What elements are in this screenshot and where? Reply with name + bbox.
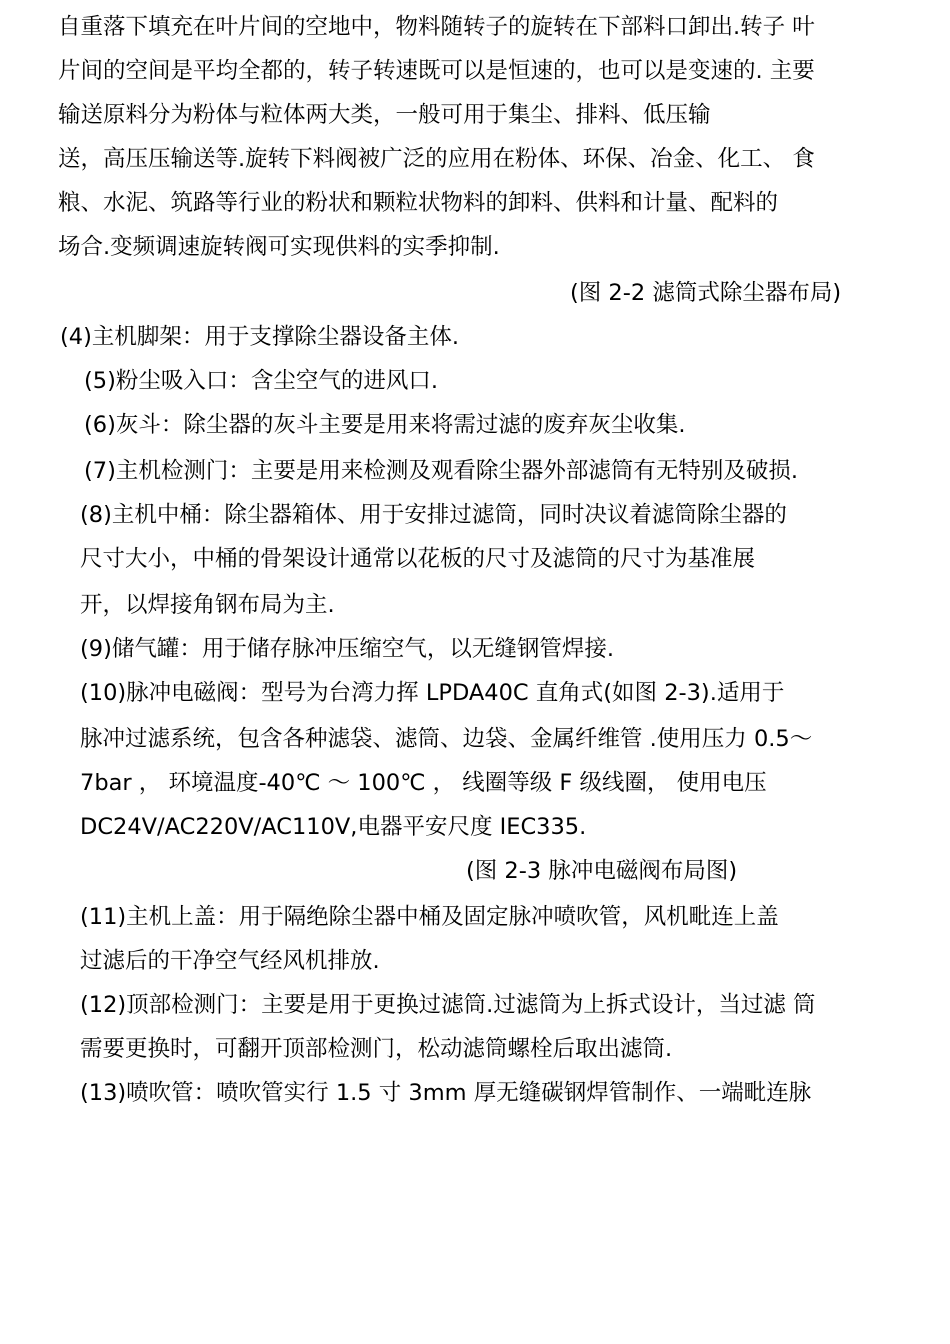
- list-item-continuation: 尺寸大小，中桶的骨架设计通常以花板的尺寸及滤筒的尺寸为基准展: [80, 546, 756, 572]
- list-item: (9)储气罐：用于储存脉冲压缩空气，以无缝钢管焊接.: [80, 636, 615, 662]
- body-text-line: 粮、水泥、筑路等行业的粉状和颗粒状物料的卸料、供料和计量、配料的: [58, 190, 779, 216]
- body-text-line: 自重落下填充在叶片间的空地中，物料随转子的旋转在下部料口卸出.转子 叶: [58, 14, 815, 40]
- body-text-line: 片间的空间是平均全都的，转子转速既可以是恒速的，也可以是变速的. 主要: [58, 58, 815, 84]
- list-item-continuation: 脉冲过滤系统，包含各种滤袋、滤筒、边袋、金属纤维管 .使用压力 0.5～: [80, 726, 813, 752]
- figure-caption: (图 2-2 滤筒式除尘器布局): [570, 280, 842, 306]
- list-item: (13)喷吹管：喷吹管实行 1.5 寸 3mm 厚无缝碳钢焊管制作、一端毗连脉: [80, 1080, 812, 1106]
- list-item: (6)灰斗：除尘器的灰斗主要是用来将需过滤的废弃灰尘收集.: [84, 412, 686, 438]
- body-text-line: 输送原料分为粉体与粒体两大类，一般可用于集尘、排料、低压输: [58, 102, 711, 128]
- list-item: (4)主机脚架：用于支撑除尘器设备主体.: [60, 324, 460, 350]
- figure-caption: (图 2-3 脉冲电磁阀布局图): [466, 858, 738, 884]
- list-item: (10)脉冲电磁阀：型号为台湾力挥 LPDA40C 直角式(如图 2-3).适用于: [80, 680, 785, 706]
- list-item-continuation: 需要更换时，可翻开顶部检测门，松动滤筒螺栓后取出滤筒.: [80, 1036, 673, 1062]
- list-item: (11)主机上盖：用于隔绝除尘器中桶及固定脉冲喷吹管，风机毗连上盖: [80, 904, 779, 930]
- list-item: (8)主机中桶：除尘器箱体、用于安排过滤筒，同时决议着滤筒除尘器的: [80, 502, 787, 528]
- list-item: (7)主机检测门：主要是用来检测及观看除尘器外部滤筒有无特别及破损.: [84, 458, 799, 484]
- list-item: (12)顶部检测门：主要是用于更换过滤筒.过滤筒为上拆式设计，当过滤 筒: [80, 992, 816, 1018]
- list-item-continuation: 开，以焊接角钢布局为主.: [80, 592, 335, 618]
- body-text-line: 送，高压压输送等.旋转下料阀被广泛的应用在粉体、环保、冶金、化工、 食: [58, 146, 815, 172]
- list-item-continuation: 过滤后的干净空气经风机排放.: [80, 948, 380, 974]
- list-item: (5)粉尘吸入口：含尘空气的进风口.: [84, 368, 439, 394]
- list-item-continuation: 7bar ， 环境温度-40℃ ～ 100℃ ， 线圈等级 F 级线圈， 使用电压: [80, 770, 767, 796]
- list-item-continuation: DC24V/AC220V/AC110V,电器平安尺度 IEC335.: [80, 814, 587, 840]
- body-text-line: 场合.变频调速旋转阀可实现供料的实季抑制.: [58, 234, 500, 260]
